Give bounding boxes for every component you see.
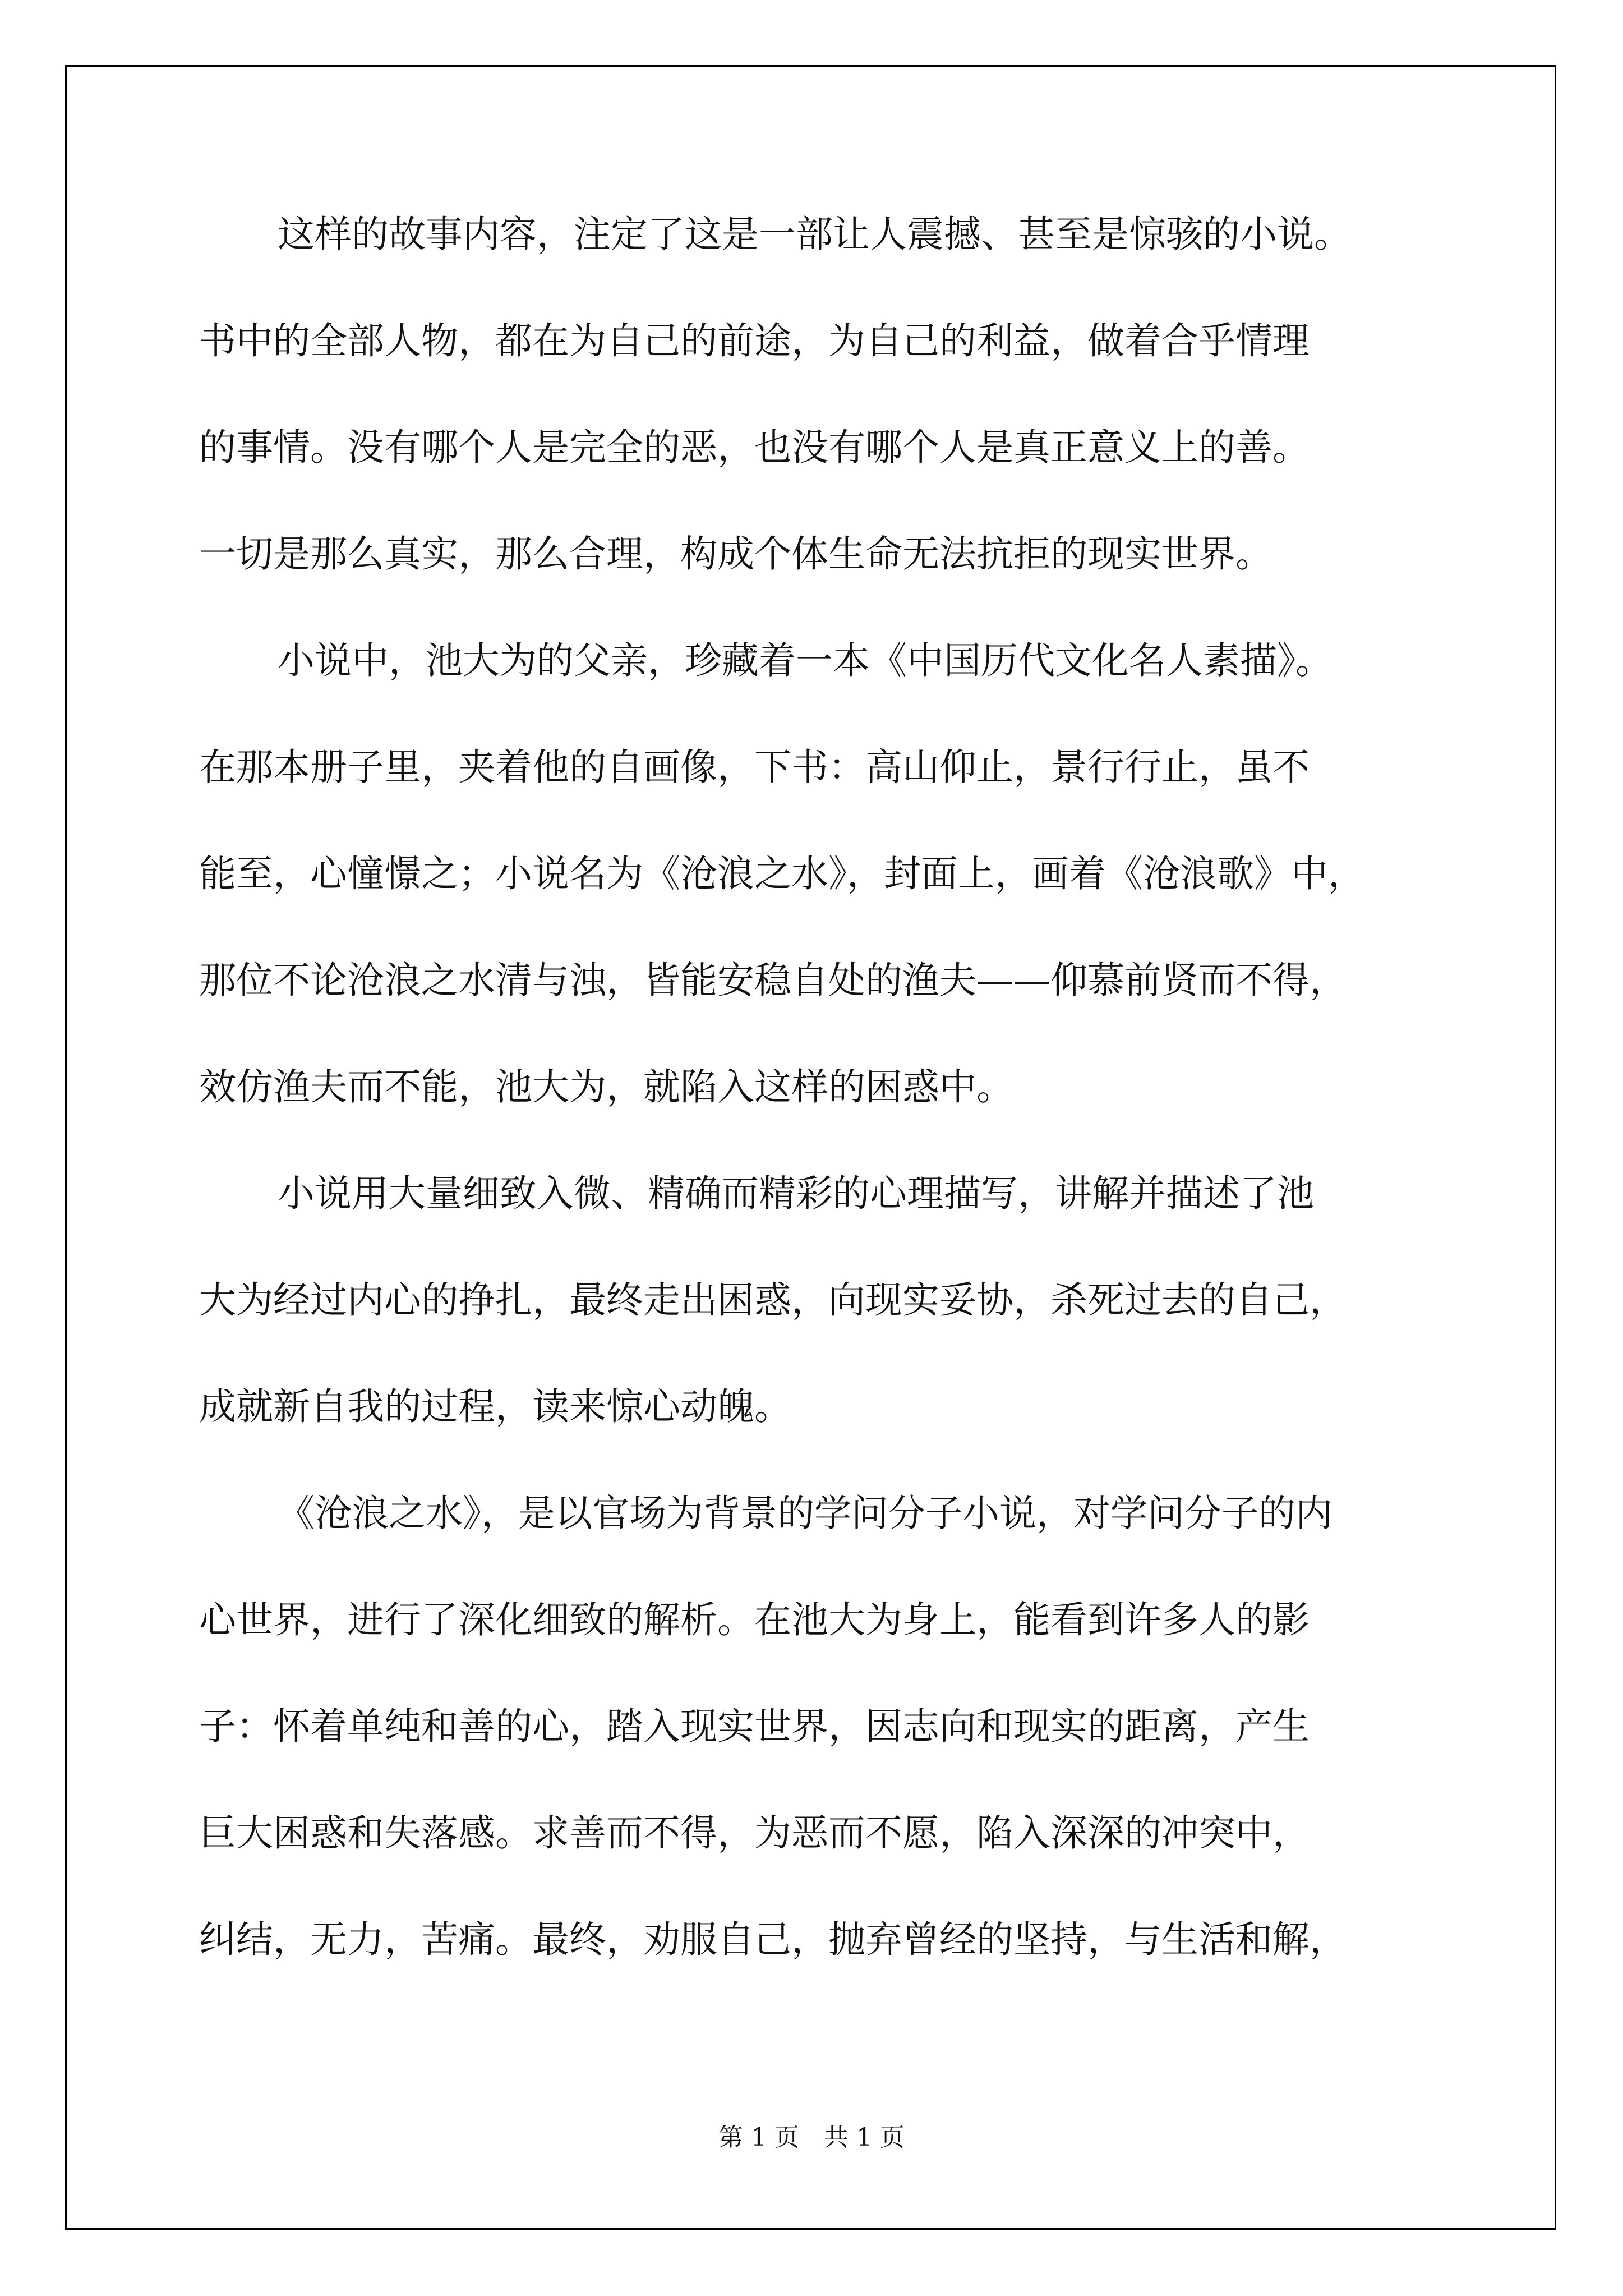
paragraph-1-line-4: 一切是那么真实，那么合理，构成个体生命无法抗拒的现实世界。 (199, 532, 1272, 576)
paragraph-4-line-1: 《沧浪之水》，是以官场为背景的学问分子小说，对学问分子的内 (278, 1492, 1332, 1535)
paragraph-1-line-1: 这样的故事内容，注定了这是一部让人震撼、甚至是惊骇的小说。 (278, 213, 1351, 256)
page-border (65, 65, 1556, 2230)
paragraph-3-line-1: 小说用大量细致入微、精确而精彩的心理描写，讲解并描述了池 (278, 1172, 1314, 1215)
paragraph-3-line-2: 大为经过内心的挣扎，最终走出困惑，向现实妥协，杀死过去的自己， (199, 1278, 1347, 1322)
paragraph-1-line-2: 书中的全部人物，都在为自己的前途，为自己的利益，做着合乎情理 (199, 319, 1310, 362)
page-number-footer: 第 1 页 共 1 页 (718, 2123, 905, 2152)
paragraph-4-line-3: 子：怀着单纯和善的心，踏入现实世界，因志向和现实的距离，产生 (199, 1705, 1310, 1748)
paragraph-4-line-4: 巨大困惑和失落感。求善而不得，为恶而不愿，陷入深深的冲突中， (199, 1811, 1310, 1855)
paragraph-2-line-5: 效仿渔夫而不能，池大为，就陷入这样的困惑中。 (199, 1065, 1013, 1108)
paragraph-2-line-1: 小说中，池大为的父亲，珍藏着一本《中国历代文化名人素描》。 (278, 639, 1332, 682)
paragraph-4-line-2: 心世界，进行了深化细致的解析。在池大为身上，能看到许多人的影 (199, 1598, 1310, 1641)
paragraph-4-line-5: 纠结，无力，苦痛。最终，劝服自己，抛弃曾经的坚持，与生活和解， (199, 1918, 1347, 1961)
paragraph-2-line-4: 那位不论沧浪之水清与浊，皆能安稳自处的渔夫——仰慕前贤而不得， (199, 959, 1347, 1002)
paragraph-3-line-3: 成就新自我的过程，读来惊心动魄。 (199, 1385, 791, 1428)
paragraph-1-line-3: 的事情。没有哪个人是完全的恶，也没有哪个人是真正意义上的善。 (199, 426, 1310, 469)
paragraph-2-line-2: 在那本册子里，夹着他的自画像，下书：高山仰止，景行行止，虽不 (199, 746, 1310, 789)
paragraph-2-line-3: 能至，心憧憬之；小说名为《沧浪之水》，封面上，画着《沧浪歌》中， (199, 852, 1365, 895)
